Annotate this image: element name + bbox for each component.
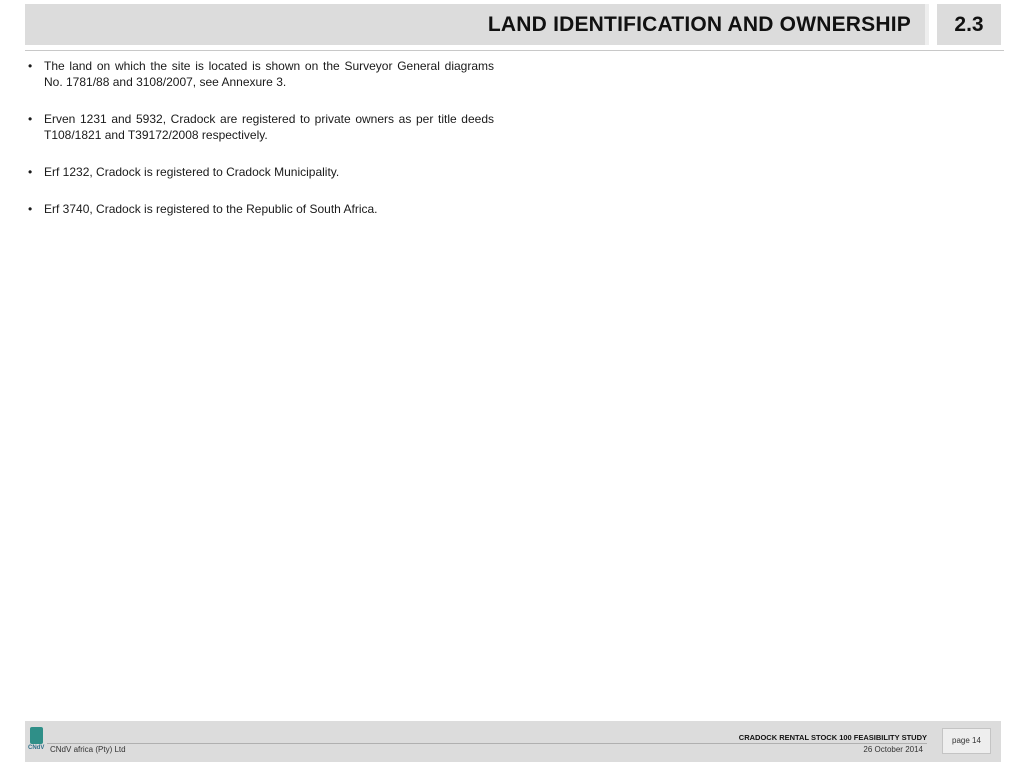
company-name: CNdV africa (Pty) Ltd xyxy=(50,745,126,754)
section-number: 2.3 xyxy=(954,13,984,36)
bullet-text: Erf 3740, Cradock is registered to the Republic of South Africa. xyxy=(44,202,378,216)
company-logo xyxy=(28,727,44,757)
bullet-icon: • xyxy=(28,202,33,216)
footer-divider xyxy=(47,743,927,744)
bullet-item xyxy=(28,58,494,90)
header-bar xyxy=(25,4,929,45)
bullet-item xyxy=(28,111,494,143)
header-divider xyxy=(25,50,1004,51)
study-title: CRADOCK RENTAL STOCK 100 FEASIBILITY STUDY xyxy=(738,733,927,742)
bullet-item xyxy=(28,201,494,217)
bullet-list xyxy=(28,58,494,238)
logo-text: CNdV xyxy=(28,745,45,751)
logo-mark-icon xyxy=(30,727,43,744)
footer-bar xyxy=(25,721,1001,762)
bullet-item xyxy=(28,164,494,180)
page-title: LAND IDENTIFICATION AND OWNERSHIP xyxy=(487,13,911,36)
bullet-text: The land on which the site is located is shown on the Surveyor General diagrams No. 1781/88 and 3108/2007, see Annexure 3. xyxy=(44,59,494,89)
page-number: page 14 xyxy=(942,728,991,754)
section-number-box xyxy=(937,4,1001,45)
document-date: 26 October 2014 xyxy=(863,745,923,754)
bullet-text: Erf 1232, Cradock is registered to Cradock Municipality. xyxy=(44,165,340,179)
bullet-icon: • xyxy=(28,112,33,126)
bullet-icon: • xyxy=(28,59,33,73)
bullet-text: Erven 1231 and 5932, Cradock are registered to private owners as per title deeds T108/1821 and T39172/2008 respectively. xyxy=(44,112,494,142)
bullet-icon: • xyxy=(28,165,33,179)
